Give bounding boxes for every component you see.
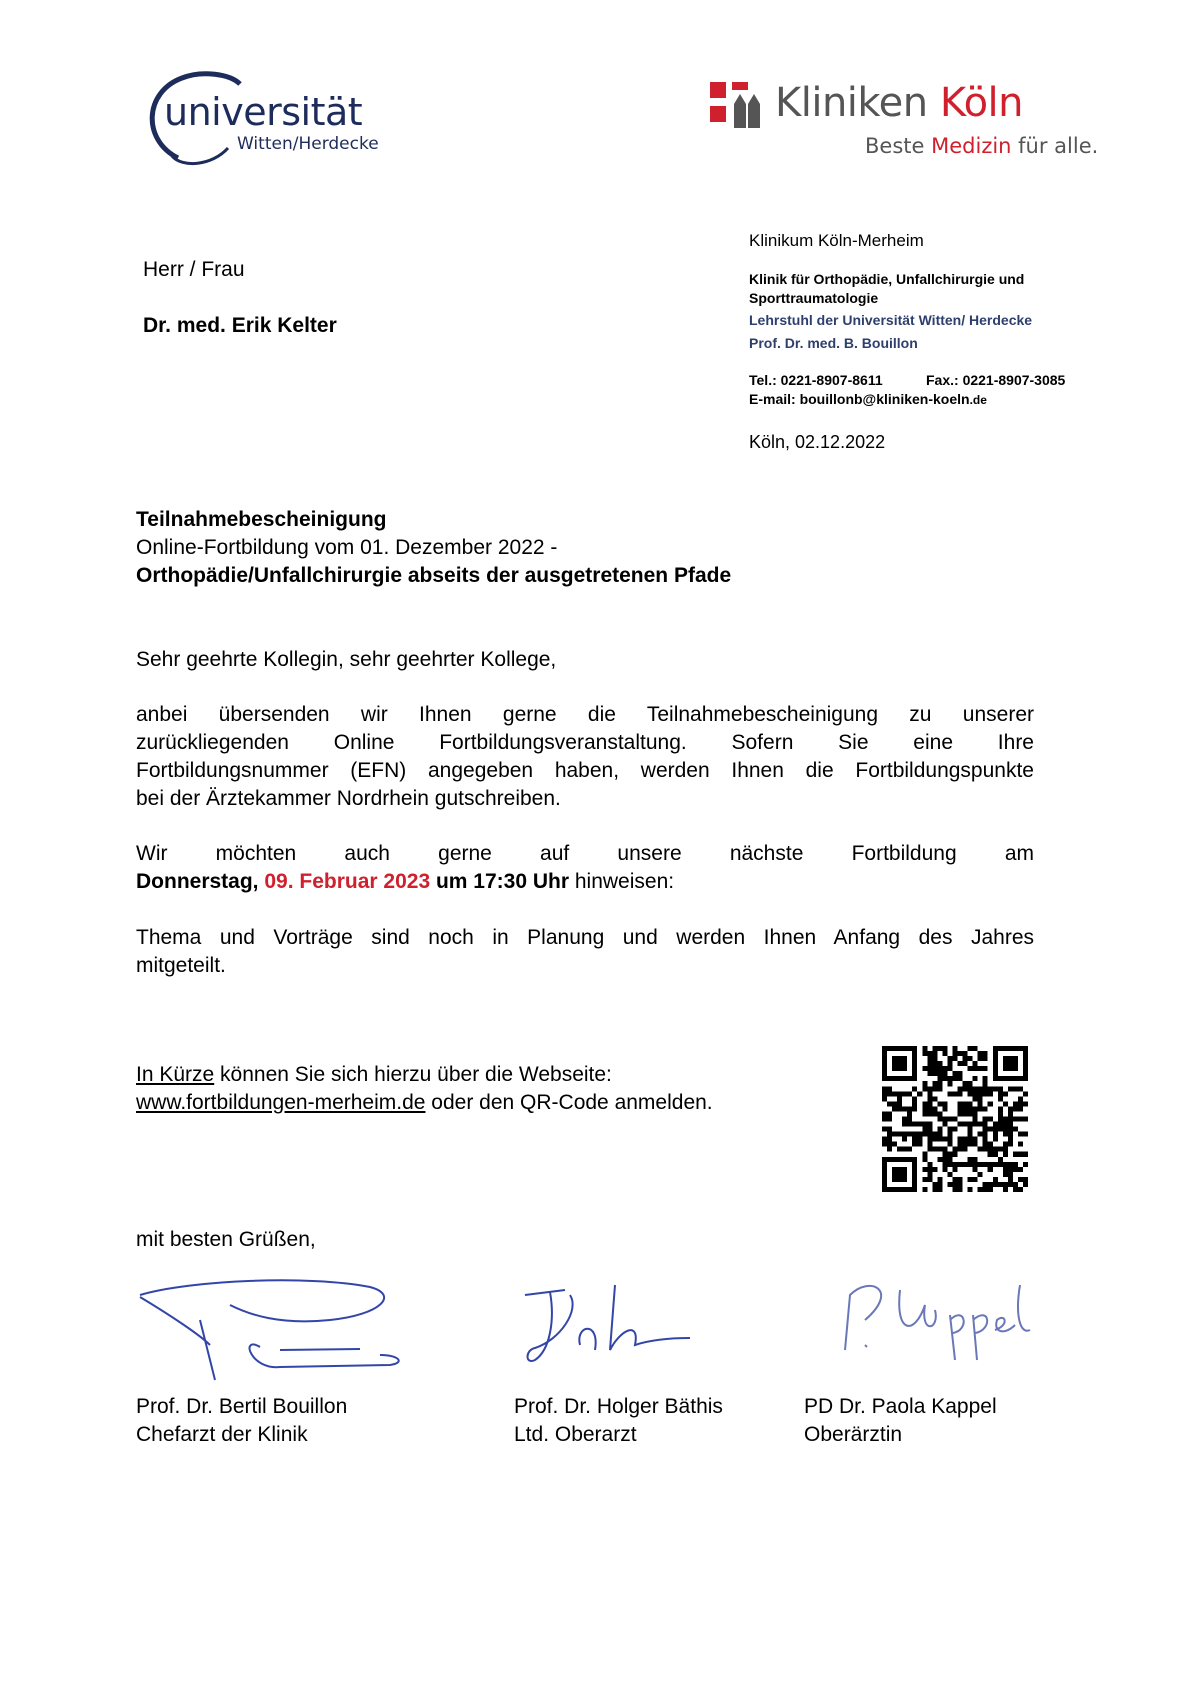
paragraph1-line4: bei der Ärztekammer Nordrhein gutschreiben.: [136, 787, 561, 810]
sender-clinic-line2: Sporttraumatologie: [749, 290, 879, 306]
signature-role-1: Chefarzt der Klinik: [136, 1423, 308, 1446]
subject-line2: Online-Fortbildung vom 01. Dezember 2022 -: [136, 536, 558, 559]
paragraph3-line2: mitgeteilt.: [136, 954, 226, 977]
in-kuerze-link[interactable]: In Kürze: [136, 1063, 215, 1086]
signature-name-3: PD Dr. Paola Kappel: [804, 1395, 997, 1418]
signature-name-1: Prof. Dr. Bertil Bouillon: [136, 1395, 348, 1418]
sender-fax: Fax.: 0221-8907-3085: [926, 372, 1066, 388]
event-text-end: hinweisen:: [574, 870, 675, 893]
qr-code-icon: [882, 1046, 1028, 1192]
sender-email: E-mail: bouillonb@kliniken-koeln.de: [749, 391, 987, 407]
paragraph2-line1: Wir möchten auch gerne auf unsere nächste Fortbildung am: [136, 842, 1034, 865]
sender-clinic-line1: Klinik für Orthopädie, Unfallchirurgie und: [749, 271, 1025, 287]
website-link[interactable]: www.fortbildungen-merheim.de: [136, 1091, 426, 1114]
signature-name-2: Prof. Dr. Holger Bäthis: [514, 1395, 723, 1418]
sender-chair: Lehrstuhl der Universität Witten/ Herdecke: [749, 312, 1033, 328]
sender-head: Prof. Dr. med. B. Bouillon: [749, 335, 918, 351]
signature-role-2: Ltd. Oberarzt: [514, 1423, 637, 1446]
paragraph1-line1: anbei übersenden wir Ihnen gerne die Teilnahmebescheinigung zu unserer: [136, 703, 1034, 726]
qr-code[interactable]: [882, 1046, 1028, 1192]
uwh-subtitle: Witten/Herdecke: [237, 134, 379, 154]
paragraph1-line2: zurückliegenden Online Fortbildungsveranstaltung. Sofern Sie eine Ihre: [136, 731, 1034, 754]
paragraph3-line1: Thema und Vorträge sind noch in Planung und werden Ihnen Anfang des Jahres: [136, 926, 1034, 949]
paragraph4-line2: www.fortbildungen-merheim.de oder den QR-Code anmelden.: [136, 1091, 713, 1114]
signature-bouillon-icon: [130, 1275, 410, 1385]
signature-kappel-icon: [825, 1275, 1035, 1365]
uwh-wordmark: universität: [164, 90, 363, 134]
paragraph1-line3: Fortbildungsnummer (EFN) angegeben haben, werden Ihnen die Fortbildungspunkte: [136, 759, 1034, 782]
sender-tel: Tel.: 0221-8907-8611: [749, 372, 883, 388]
event-time: um 17:30 Uhr: [435, 870, 570, 893]
recipient-name: Dr. med. Erik Kelter: [143, 314, 337, 337]
kliniken-koeln-mark-icon: [710, 82, 764, 132]
greeting: Sehr geehrte Kollegin, sehr geehrter Kollege,: [136, 648, 557, 671]
kliniken-koeln-logo: [710, 80, 1099, 172]
closing: mit besten Grüßen,: [136, 1228, 316, 1251]
subject-line3: Orthopädie/Unfallchirurgie abseits der ausgetretenen Pfade: [136, 564, 732, 587]
paragraph2-line2: [136, 868, 1034, 896]
kliniken-koeln-slogan: Beste Medizin für alle.: [865, 134, 1099, 158]
subject-title: Teilnahmebescheinigung: [136, 508, 387, 531]
recipient-salutation: Herr / Frau: [143, 258, 245, 281]
sender-hospital: Klinikum Köln-Merheim: [749, 231, 924, 250]
paragraph4-line1: In Kürze können Sie sich hierzu über die Webseite:: [136, 1063, 612, 1086]
signature-baethis-icon: [520, 1280, 700, 1370]
kliniken-koeln-name: Kliniken Köln: [775, 80, 1024, 126]
event-day: Donnerstag,: [136, 870, 259, 893]
uwh-logo: [142, 70, 382, 170]
sender-place-date: Köln, 02.12.2022: [749, 432, 886, 452]
signature-role-3: Oberärztin: [804, 1423, 903, 1446]
event-date: 09. Februar 2023: [264, 870, 431, 893]
